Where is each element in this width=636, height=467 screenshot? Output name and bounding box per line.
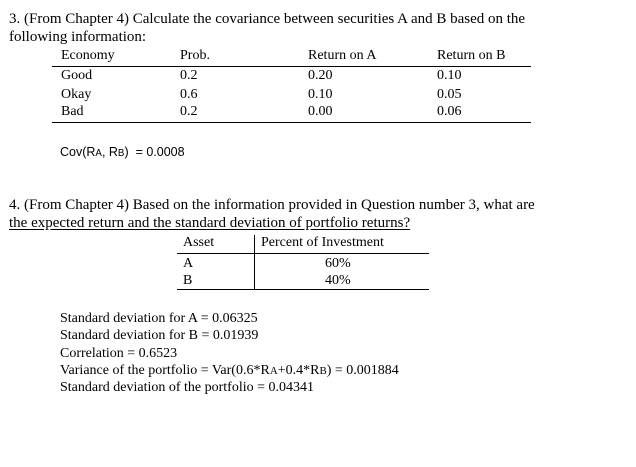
q4-cell-asset: B bbox=[183, 273, 193, 288]
q4-cell-asset: A bbox=[183, 256, 194, 271]
q4-column-divider bbox=[254, 235, 255, 289]
q4-cell-percent: 60% bbox=[325, 256, 351, 271]
q4-header-rule bbox=[177, 253, 429, 254]
cov-label-prefix: Cov(R bbox=[60, 145, 96, 159]
cov-sub-a: A bbox=[95, 148, 102, 159]
q4-text-line2: the expected return and the standard deviation of portfolio returns? bbox=[9, 215, 411, 231]
q3-cell-prob: 0.2 bbox=[180, 104, 198, 119]
var-sub-b: B bbox=[319, 365, 327, 377]
q3-cell-return-a: 0.20 bbox=[308, 68, 333, 83]
cov-suffix: ) bbox=[124, 145, 129, 159]
q4-sd-b: Standard deviation for B = 0.01939 bbox=[60, 328, 259, 343]
q3-cell-prob: 0.6 bbox=[180, 87, 198, 102]
q4-bottom-rule bbox=[177, 289, 429, 290]
cov-sub-b: B bbox=[117, 148, 125, 159]
q4-portfolio-variance bbox=[60, 363, 399, 379]
q3-cell-return-a: 0.10 bbox=[308, 87, 333, 102]
q3-cell-return-b: 0.06 bbox=[437, 104, 462, 119]
q3-header-return-a: Return on A bbox=[308, 48, 377, 63]
q3-cell-return-a: 0.00 bbox=[308, 104, 333, 119]
q3-covariance-answer bbox=[60, 145, 185, 159]
q3-cell-economy: Bad bbox=[61, 104, 84, 119]
q3-cell-prob: 0.2 bbox=[180, 68, 198, 83]
q3-header-rule bbox=[52, 66, 531, 67]
q3-cell-return-b: 0.05 bbox=[437, 87, 462, 102]
q4-header-asset: Asset bbox=[183, 235, 215, 250]
var-sub-a: A bbox=[269, 365, 278, 377]
cov-value: = 0.0008 bbox=[135, 145, 185, 159]
var-suffix: ) = 0.001884 bbox=[326, 363, 399, 378]
q3-cell-return-b: 0.10 bbox=[437, 68, 462, 83]
q3-header-economy: Economy bbox=[61, 48, 115, 63]
q3-cell-economy: Good bbox=[61, 68, 93, 83]
q4-sd-a: Standard deviation for A = 0.06325 bbox=[60, 311, 258, 326]
q4-cell-percent: 40% bbox=[325, 273, 351, 288]
q4-correlation: Correlation = 0.6523 bbox=[60, 346, 178, 361]
q3-header-prob: Prob. bbox=[180, 48, 210, 63]
q4-portfolio-sd: Standard deviation of the portfolio = 0.04341 bbox=[60, 380, 315, 395]
q3-cell-economy: Okay bbox=[61, 87, 92, 102]
q4-header-percent: Percent of Investment bbox=[261, 235, 384, 250]
q3-text-line1: 3. (From Chapter 4) Calculate the covariance between securities A and B based on the bbox=[9, 11, 526, 27]
var-mid: +0.4*R bbox=[277, 363, 320, 378]
q3-bottom-rule bbox=[52, 122, 531, 123]
cov-sep: , R bbox=[101, 145, 118, 159]
q4-text-line1: 4. (From Chapter 4) Based on the information provided in Question number 3, what are bbox=[9, 197, 535, 213]
q3-header-return-b: Return on B bbox=[437, 48, 506, 63]
q3-text-line2: following information: bbox=[9, 29, 147, 45]
var-prefix: Variance of the portfolio = Var(0.6*R bbox=[60, 363, 270, 378]
